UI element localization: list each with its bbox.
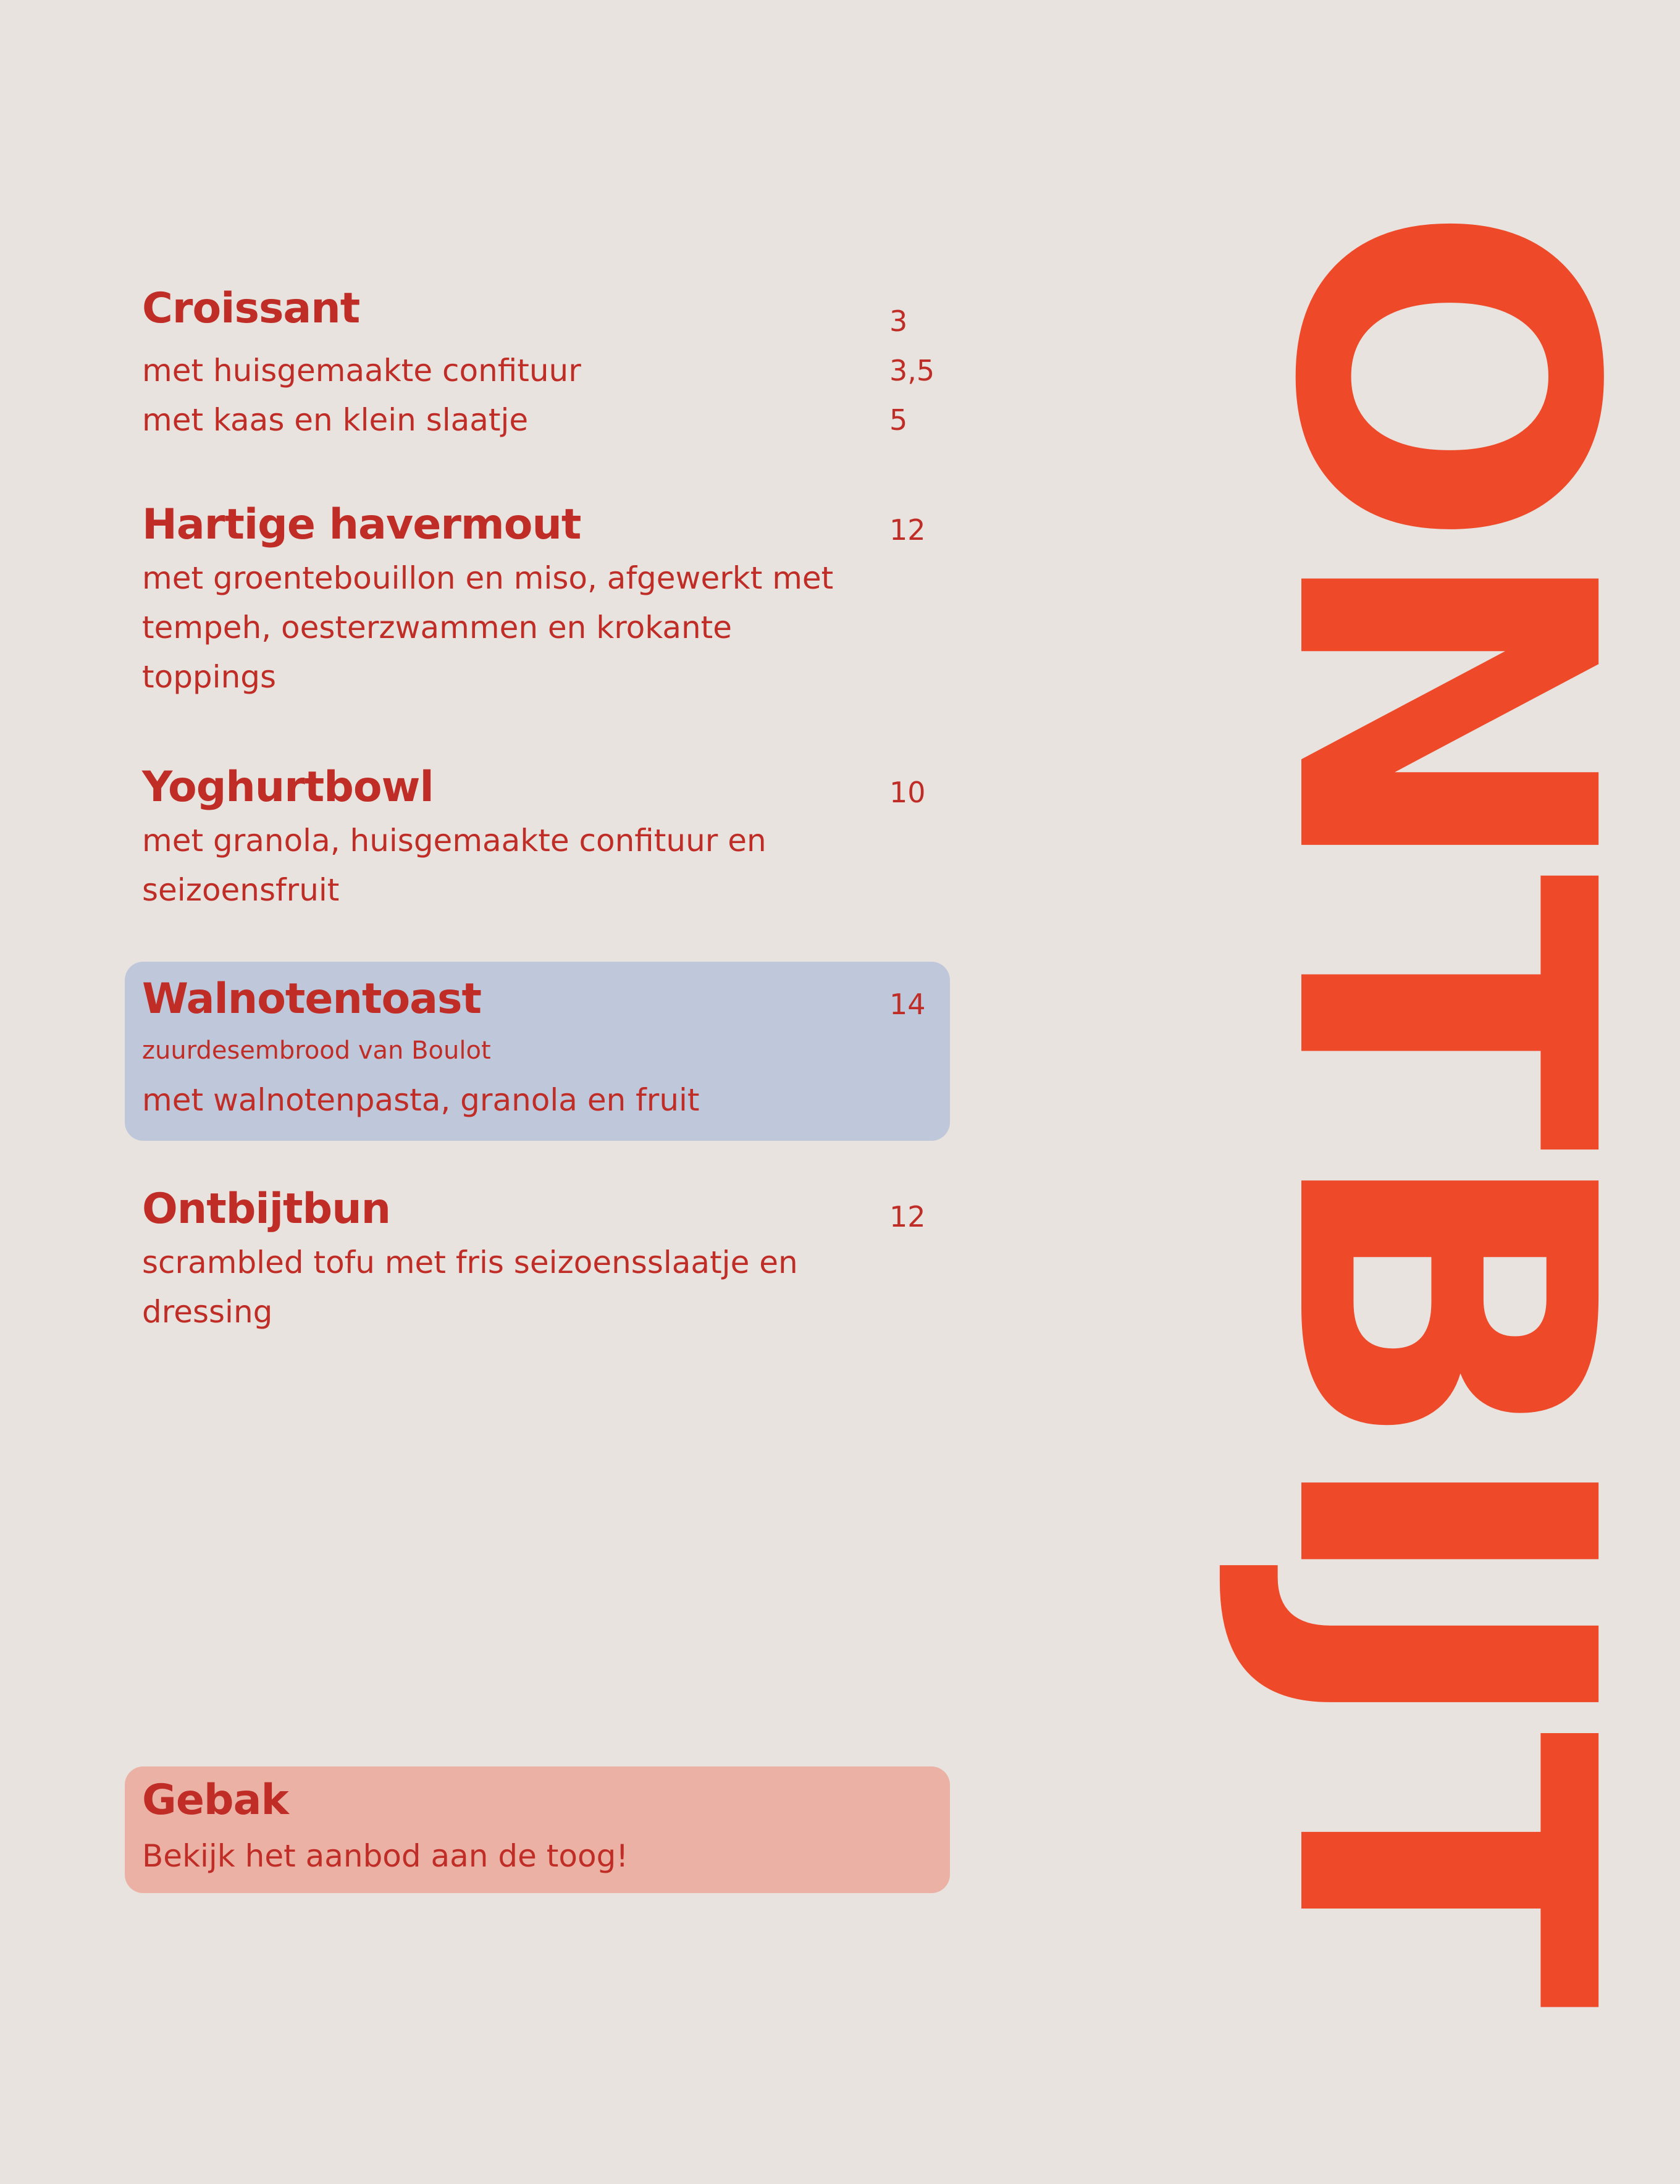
item-description: met groentebouillon en miso, afgewerkt met tempeh, oesterzwammen en krokante toppings [142,560,834,695]
item-option: met huisgemaakte confituur [142,353,581,388]
item-name: Gebak [142,1776,288,1825]
item-name: Croissant [142,284,360,333]
side-title: ONTBIJT [1205,203,1680,2001]
item-price: 12 [889,1200,926,1233]
item-subtitle: zuurdesembrood van Boulot [142,1036,491,1065]
item-price: 3 [889,304,908,338]
item-name: Ontbijtbun [142,1185,391,1233]
item-option-price: 5 [889,403,908,437]
item-description: met granola, huisgemaakte confituur en seizoensfruit [142,823,766,908]
item-description: Bekijk het aanbod aan de toog! [142,1838,629,1874]
item-name: Walnotentoast [142,975,482,1023]
item-option-price: 3,5 [889,354,935,387]
item-name: Hartige havermout [142,500,581,549]
item-description: met walnotenpasta, granola en fruit [142,1082,700,1118]
item-description: scrambled tofu met fris seizoensslaatje en dressing [142,1245,798,1330]
item-option: met kaas en klein slaatje [142,402,529,438]
item-price: 12 [889,513,926,547]
item-price: 10 [889,776,926,809]
item-name: Yoghurtbowl [142,763,434,812]
item-price: 14 [889,988,926,1021]
